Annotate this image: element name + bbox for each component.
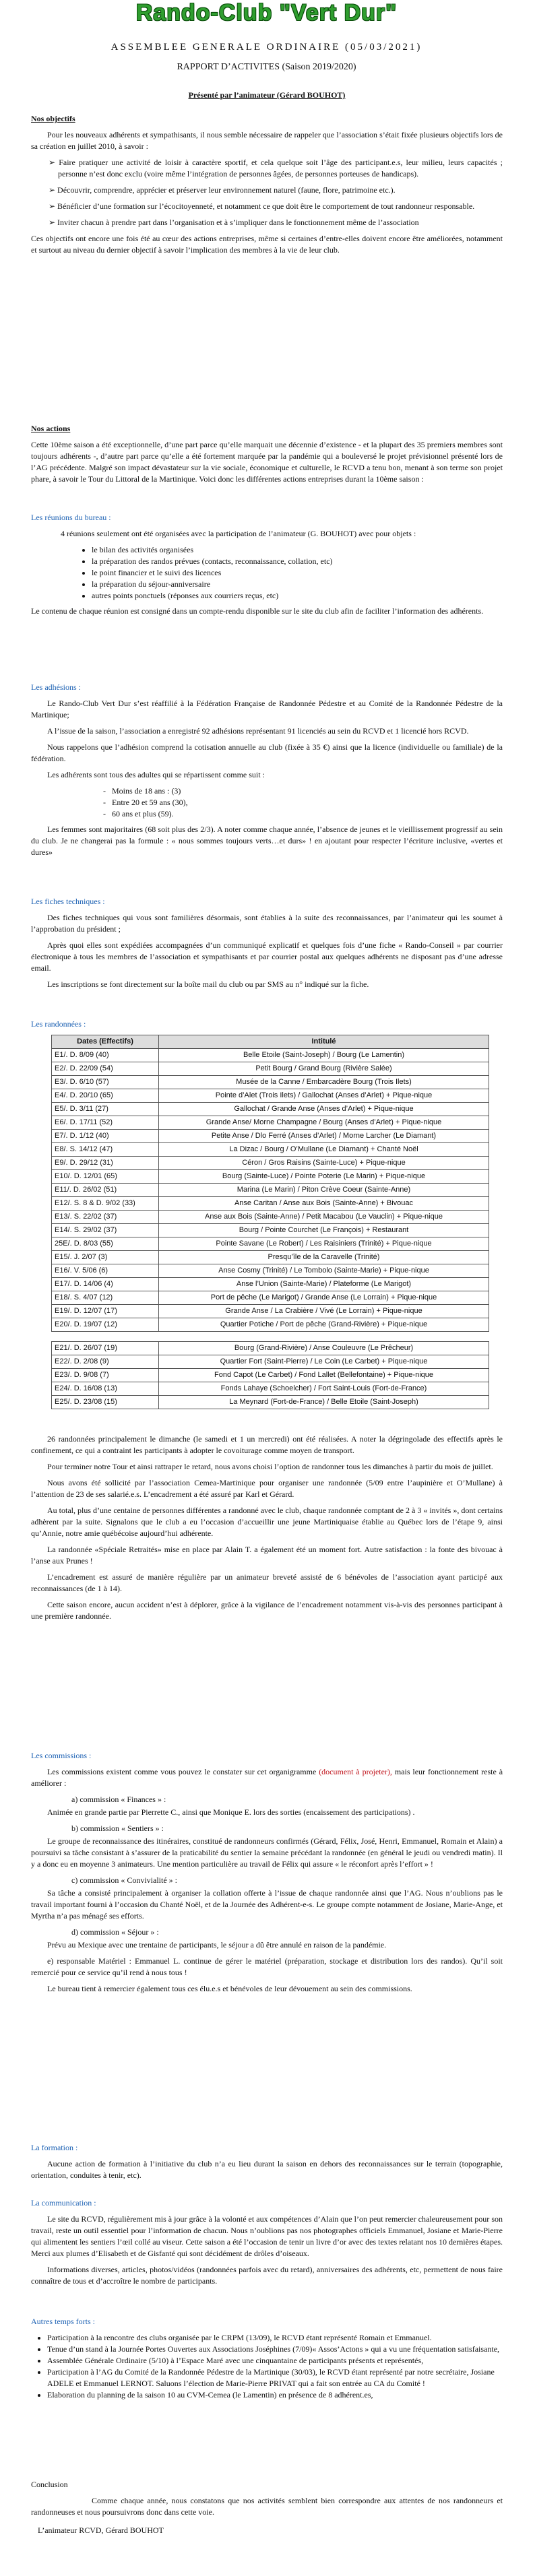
list-item: - Moins de 18 ans : (3) [112,785,503,797]
list-item: • le bilan des activités organisées [92,544,503,556]
table-row [52,1197,489,1211]
hike-title-cell: Petite Anse / Dlo Ferré (Anses d’Arlet) / Morne Larcher (Le Diamant) [159,1130,489,1143]
finance-title: a) commission « Finances » : [71,1795,166,1804]
conclusion-section [31,2479,503,2541]
conclusion-text: Comme chaque année, nous constatons que nos activités semblent bien correspondre aux attentes de nos randonneurs et randonneuses et nous poursuivrons donc dans cette voie. [31,2496,503,2517]
hike-date-cell: E24/. D. 16/08 (13) [52,1382,159,1396]
trip-title: d) commission « Séjour » : [71,1927,159,1937]
hike-title-cell: Port de pêche (Le Marigot) / Grande Anse (Le Lorrain) + Pique-nique [159,1291,489,1305]
hike-title-cell: Grande Anse/ Morne Champagne / Bourg (Anses d’Arlet) + Pique-nique [159,1116,489,1130]
table-row [52,1369,489,1382]
list-item: • Participation à l’AG du Comité de la Randonnée Pédestre de la Martinique (30/03), le RCVD étant représenté par notre secrétaire, Josiane ADELE et Emmanuel LERNOT. Saluons l’élection de Marie-Pierre PRIVAT qui a fait son entrée au CA du Comité ! [47,2366,503,2389]
hike-title-cell: Musée de la Canne / Embarcadère Bourg (Trois Ilets) [159,1076,489,1089]
other-list [31,2332,503,2401]
hike-title-cell: Anse l’Union (Sainte-Marie) / Plateforme (Le Marigot) [159,1278,489,1291]
table-row [52,1396,489,1409]
table-header-row [52,1035,489,1049]
table-row [52,1251,489,1264]
conclusion-heading: Conclusion [31,2480,68,2489]
hike-date-cell: E10/. D. 12/01 (65) [52,1170,159,1184]
meetings-outro: Le contenu de chaque réunion est consigné dans un compte-rendu disponible sur le site du club afin de faciliter l’information des adhérents. [31,606,484,616]
meetings-intro: 4 réunions seulement ont été organisées avec la participation de l’animateur (G. BOUHOT) avec pour objets : [61,529,416,538]
table-row [52,1089,489,1103]
list-item: • autres points ponctuels (réponses aux courriers reçus, etc) [92,590,503,602]
hikes-p1: 26 randonnées principalement le dimanche (le samedi et 1 un mercredi) ont été réalisées. A noter la dégringolade des effectifs après le confinement, ce qui a contraint les participants à adopter le covoiturage comme moyen de transport. [31,1434,503,1455]
table-row [52,1278,489,1291]
list-item: • la préparation du séjour-anniversaire [92,579,503,590]
hike-title-cell: Quartier Fort (Saint-Pierre) / Le Coin (Le Carbet) + Pique-nique [159,1355,489,1369]
list-item: - 60 ans et plus (59). [112,808,503,820]
commissions-outro: Le bureau tient à remercier également tous ces élu.e.s et bénévoles de leur dévouement au sein des commissions. [47,1984,412,1993]
hike-date-cell: E6/. D. 17/11 (52) [52,1116,159,1130]
objective-item: ➢ Bénéficier d’une formation sur l’écocitoyenneté, et notamment ce que doit être le comportement de tout randonneur responsable. [49,201,475,211]
commissions-section [31,1750,503,1999]
members-p5: Les femmes sont majoritaires (68 soit plus des 2/3). A noter comme chaque année, l’absence de jeunes et le vieillissement progressif au sein du club. Je ne changerai pas la formule : « nous sommes toujours verts…et durs» ! en ajoutant pour respecter l’écriture inclusive, «vertes et dures» [31,825,503,857]
hike-title-cell: Belle Etoile (Saint-Joseph) / Bourg (Le Lamentin) [159,1049,489,1062]
hike-date-cell: E18/. S. 4/07 (12) [52,1291,159,1305]
hike-title-cell: Bourg (Sainte-Luce) / Pointe Poterie (Le Marin) + Pique-nique [159,1170,489,1184]
age-list [31,785,503,820]
members-p1: Le Rando-Club Vert Dur s’est réaffilié à la Fédération Française de Randonnée Pédestre et au Comité de la Randonnée Pédestre de la Martinique; [31,699,503,719]
table-row [52,1049,489,1062]
sheets-p1: Des fiches techniques qui vous sont familières désormais, sont établies à la suite des reconnaissances, par l’animateur qui les soumet à l’approbation du président ; [31,913,503,934]
hike-date-cell: E15/. J. 2/07 (3) [52,1251,159,1264]
actions-text: Cette 10ème saison a été exceptionnelle, d’une part parce qu’elle marquait une décennie d’existence - et la plupart des 35 premiers membres sont toujours adhérents -, d’autre part parce qu’elle a été fortement marquée par la pandémie qui a bouleversé le projet prévisionnel présenté lors de l’AG précédente. Malgré son impact dévastateur sur la vie sociale, économique et culturelle, le RCVD a tenu bon, menant à son terme son projet phare, à savoir le Tour du Littoral de la Martinique. Voici donc les différentes actions entreprises durant la 10ème saison : [31,440,503,484]
table-row [52,1103,489,1116]
other-section [31,2316,503,2405]
actions-heading: Nos actions [31,424,71,433]
conviviality-text: Sa tâche a consisté principalement à organiser la collation offerte à l’issue de chaque randonnée ainsi que l’AG. Nous n’oublions pas le travail important fourni à l’occasion du Chanté Noël, et de la Journée des Adhérent-e-s. Le groupe compte notamment de Josiane, Marie-Ange, et Myrtha n’a pas ménagé ses efforts. [31,1888,503,1921]
table-row [52,1143,489,1157]
hike-date-cell: E12/. S. 8 & D. 9/02 (33) [52,1197,159,1211]
objectives-heading: Nos objectifs [31,114,75,123]
hike-date-cell: E20/. D. 19/07 (12) [52,1318,159,1332]
hike-title-cell: Marina (Le Marin) / Piton Crève Coeur (Sainte-Anne) [159,1184,489,1197]
list-item: • Elaboration du planning de la saison 10 au CVM-Cemea (le Lamentin) en présence de 8 adhérent.es, [47,2389,503,2401]
hike-date-cell: E4/. D. 20/10 (65) [52,1089,159,1103]
members-heading: Les adhésions : [31,682,81,692]
hike-title-cell: Bourg / Pointe Courchet (Le François) + Restaurant [159,1224,489,1237]
hike-date-cell: E16/. V. 5/06 (6) [52,1264,159,1278]
hike-date-cell: E23/. D. 9/08 (7) [52,1369,159,1382]
hike-title-cell: La Dizac / Bourg / O’Mullane (Le Diamant) + Chanté Noël [159,1143,489,1157]
table-row [52,1318,489,1332]
members-section [31,682,503,863]
trip-text: Prévu au Mexique avec une trentaine de participants, le séjour a dû être annulé en raison de la pandémie. [47,1940,387,1950]
objective-item: ➢ Inviter chacun à prendre part dans l’organisation et à s’impliquer dans le fonctionnement même de l’association [49,218,419,227]
hike-date-cell: E3/. D. 6/10 (57) [52,1076,159,1089]
hike-title-cell: Pointe d’Alet (Trois Ilets) / Gallochat (Anses d’Arlet) + Pique-nique [159,1089,489,1103]
hikes-commentary [31,1434,503,1627]
training-section [31,2142,503,2186]
hikes-rows-continued [52,1342,489,1409]
finance-text: Animée en grande partie par Pierrette C., ainsi que Monique E. lors des sorties (encaissement des participations) . [47,1807,415,1817]
hike-date-cell: E8/. S. 14/12 (47) [52,1143,159,1157]
hike-title-cell: Anse Cosmy (Trinité) / Le Tombolo (Sainte-Marie) + Pique-nique [159,1264,489,1278]
table-row [52,1130,489,1143]
hike-date-cell: E21/. D. 26/07 (19) [52,1342,159,1355]
hikes-p5: La randonnée «Spéciale Retraités» mise en place par Alain T. a également été un moment fort. Autre satisfaction : la fonte des bivouac à l’anse aux Prunes ! [31,1545,503,1566]
meetings-list [31,544,503,602]
hike-title-cell: Fond Capot (Le Carbet) / Fond Lallet (Bellefontaine) + Pique-nique [159,1369,489,1382]
equipment-text: e) responsable Matériel : Emmanuel L. continue de gérer le matériel (préparation, stockage et distribution lors des randos). Qu’il soit remercié pour ce service qu’il rend à nous tous ! [31,1956,503,1977]
table-row [52,1305,489,1318]
objectives-section [31,90,503,261]
training-heading: La formation : [31,2143,78,2152]
communication-heading: La communication : [31,2198,96,2208]
assembly-heading: ASSEMBLEE GENERALE ORDINAIRE (05/03/2021) [111,42,422,53]
commissions-intro [31,1766,503,1789]
hike-date-cell: E5/. D. 3/11 (27) [52,1103,159,1116]
hikes-p4: Au total, plus d’une centaine de personnes différentes a randonné avec le club, chaque randonnée comptant de 2 à 3 « invités », dont certains adhèrent par la suite. Signalons que le club a eu l’occasion d’accueillir une jeune Martiniquaise établie au Québec lors de l’étape 9, ainsi qu’Annie, notre amie québécoise aujourd’hui adhérente. [31,1506,503,1538]
hike-title-cell: Fonds Lahaye (Schoelcher) / Fort Saint-Louis (Fort-de-France) [159,1382,489,1396]
sheets-p3: Les inscriptions se font directement sur la boîte mail du club ou par SMS au n° indiqué sur la fiche. [47,979,369,989]
hikes-p7: Cette saison encore, aucun accident n’est à déplorer, grâce à la vigilance de l’encadrement notamment vis-à-vis des personnes participant à une première randonnée. [31,1600,503,1621]
list-item: • Assemblée Générale Ordinaire (5/10) à l’Espace Maré avec une cinquantaine de participants présents et représentés, [47,2355,503,2366]
meetings-section [31,512,503,622]
hike-date-cell: E14/. S. 29/02 (37) [52,1224,159,1237]
commissions-heading: Les commissions : [31,1751,92,1760]
hike-title-cell: Céron / Gros Raisins (Sainte-Luce) + Pique-nique [159,1157,489,1170]
sheets-p2: Après quoi elles sont expédiées accompagnées d’un communiqué explicatif et quelques fois d’une fiche « Rando-Conseil » par courrier électronique à tous les membres de l’association et sympathisants et par courrier postal aux quelques adhérents ne disposant pas d’une adresse email. [31,940,503,973]
table-row [52,1184,489,1197]
table-row [52,1355,489,1369]
hike-date-cell: E9/. D. 29/12 (31) [52,1157,159,1170]
presenter-line: Présenté par l’animateur (Gérard BOUHOT) [188,90,346,100]
hike-date-cell: 25E/. D. 8/03 (55) [52,1237,159,1251]
sheets-section [31,896,503,995]
hike-title-cell: Bourg (Grand-Rivière) / Anse Couleuvre (Le Prêcheur) [159,1342,489,1355]
hikes-heading: Les randonnées : [31,1019,86,1029]
objective-item: ➢ Découvrir, comprendre, apprécier et préserver leur environnement naturel (faune, flore, patrimoine etc.). [49,185,396,195]
communication-section [31,2197,503,2292]
hike-title-cell: Anse aux Bois (Sainte-Anne) / Petit Macabou (Le Vauclin) + Pique-nique [159,1211,489,1224]
col-dates-header: Dates (Effectifs) [52,1035,159,1049]
hike-title-cell: Presqu’île de la Caravelle (Trinité) [159,1251,489,1264]
hikes-section [31,1019,503,1409]
list-item: • Tenue d’un stand à la Journée Portes Ouvertes aux Associations Joséphines (7/09)« Assos’Actons » qui a vu une fréquentation satisfaisante, [47,2344,503,2355]
table-row [52,1237,489,1251]
hike-date-cell: E25/. D. 23/08 (15) [52,1396,159,1409]
objective-item: ➢ Faire pratiquer une activité de loisir à caractère sportif, et cela quelque soit l’âge des participant.e.s, leur milieu, leurs capacités ; personne n’est donc exclu (voire même l’intégration de personnes âgées, de personnes porteuses de handicaps). [49,158,503,179]
members-p2: A l’issue de la saison, l’association a enregistré 92 adhésions représentant 91 licenciés au sein du RCVD et 1 licencié hors RCVD. [47,726,469,736]
conviviality-title: c) commission « Convivialité » : [71,1875,177,1885]
hike-title-cell: Anse Caritan / Anse aux Bois (Sainte-Anne) + Bivouac [159,1197,489,1211]
hike-date-cell: E7/. D. 1/12 (40) [52,1130,159,1143]
hike-date-cell: E11/. D. 26/02 (51) [52,1184,159,1197]
hike-date-cell: E13/. S. 22/02 (37) [52,1211,159,1224]
hike-title-cell: Petit Bourg / Grand Bourg (Rivière Salée) [159,1062,489,1076]
list-item: • le point financier et le suivi des licences [92,567,503,579]
hike-title-cell: Grande Anse / La Crabière / Vivé (Le Lorrain) + Pique-nique [159,1305,489,1318]
list-item: • Participation à la rencontre des clubs organisée par le CRPM (13/09), le RCVD étant représenté Romain et Emmanuel. [47,2332,503,2344]
objectives-intro: Pour les nouveaux adhérents et sympathisants, il nous semble nécessaire de rappeler que l’association s’était fixée plusieurs objectifs lors de sa création en juillet 2010, à savoir : [31,130,503,151]
hikes-table [51,1035,489,1332]
hike-date-cell: E19/. D. 12/07 (17) [52,1305,159,1318]
table-row [52,1264,489,1278]
hike-title-cell: Pointe Savane (Le Robert) / Les Raisiniers (Trinité) + Pique-nique [159,1237,489,1251]
document-note: (document à projeter), [319,1767,392,1776]
hike-title-cell: Quartier Potiche / Port de pêche (Grand-Rivière) + Pique-nique [159,1318,489,1332]
communication-p2: Informations diverses, articles, photos/vidéos (randonnées parfois avec du retard), anniversaires des adhérents, etc, permettent de nous faire connaître de tous et d’accroître le nombre de participants. [31,2265,503,2286]
sheets-heading: Les fiches techniques : [31,897,105,906]
table-row [52,1382,489,1396]
table-row [52,1062,489,1076]
trails-text: Le groupe de reconnaissance des itinéraires, constitué de randonneurs confirmés (Gérard, Félix, José, Henri, Emmanuel, Romain et Alain) a poursuivi sa tâche consistant à s’assurer de la praticabilité du sentier la semaine précédant la randonnée (en général le jeudi ou vendredi matin). Il y a donc eu en moyenne 3 animateurs. Une mention particulière au travail de Félix qui assure « le réconfort après l’effort » ! [31,1836,503,1869]
communication-p1: Le site du RCVD, régulièrement mis à jour grâce à la volonté et aux compétences d’Alain que l’on peut remercier chaleureusement pour son travail, reste un outil essentiel pour l’information de chacun. Nous n’oublions pas nos photographes officiels Emmanuel, Josiane et Marie-Pierre qui alimentent les sentiers l’œil collé au viseur. Cette saison a été l’occasion de tenir un livre d’or avec des textes relatant nos 10 dernières étapes. Merci aux plumes d’Elisabeth et de Gisfanté qui sont décidément de drôles d’oiseaux. [31,2214,503,2258]
table-row [52,1157,489,1170]
table-row [52,1211,489,1224]
hike-date-cell: E2/. D. 22/09 (54) [52,1062,159,1076]
table-row [52,1342,489,1355]
hike-title-cell: Gallochat / Grande Anse (Anses d’Arlet) + Pique-nique [159,1103,489,1116]
hikes-rows-main [52,1049,489,1332]
list-item: • la préparation des randos prévues (contacts, reconnaissance, collation, etc) [92,556,503,567]
list-item: - Entre 20 et 59 ans (30), [112,797,503,808]
hikes-p6: L’encadrement est assuré de manière régulière par un animateur breveté assisté de 6 bénévoles de l’association ayant participé aux reconnaissances (de 1 à 14). [31,1572,503,1593]
table-row [52,1170,489,1184]
hike-title-cell: La Meynard (Fort-de-France) / Belle Etoile (Saint-Joseph) [159,1396,489,1409]
table-row [52,1116,489,1130]
hikes-table-continued [51,1341,489,1409]
other-heading: Autres temps forts : [31,2317,95,2326]
members-p4: Les adhérents sont tous des adultes qui se répartissent comme suit : [47,770,265,779]
table-row [52,1224,489,1237]
table-row [52,1076,489,1089]
commissions-intro-a: Les commissions existent comme vous pouvez le constater sur cet organigramme [47,1767,317,1776]
members-p3: Nous rappelons que l’adhésion comprend la cotisation annuelle au club (fixée à 35 €) ainsi que la licence (individuelle ou familiale) de la fédération. [31,742,503,763]
hike-date-cell: E22/. D. 2/08 (9) [52,1355,159,1369]
signature: L’animateur RCVD, Gérard BOUHOT [38,2525,164,2535]
table-row [52,1291,489,1305]
actions-section [31,423,503,490]
objectives-outro: Ces objectifs ont encore une fois été au cœur des actions entreprises, même si certaines d’entre-elles doivent encore être améliorées, notamment et surtout au niveau du dernier objectif à savoir l’implication des membres à la vie de leur club. [31,234,503,255]
club-title: Rando-Club "Vert Dur" [135,0,398,26]
hike-date-cell: E1/. D. 8/09 (40) [52,1049,159,1062]
report-subtitle: RAPPORT D’ACTIVITES (Saison 2019/2020) [177,62,356,72]
meetings-heading: Les réunions du bureau : [31,513,111,522]
commissions-intro-b: mais leur fonctionnement reste à améliorer : [31,1767,503,1788]
col-title-header: Intitulé [159,1035,489,1049]
hikes-p3: Nous avons été sollicité par l’association Cemea-Martinique pour organiser une randonnée (5/09 entre l’aupinière et O’Mullane) à l’attention de 23 de ses salarié.e.s. L’encadrement a été assuré par Karl et Gérard. [31,1478,503,1499]
hike-date-cell: E17/. D. 14/06 (4) [52,1278,159,1291]
trails-title: b) commission « Sentiers » : [71,1824,164,1833]
hikes-p2: Pour terminer notre Tour et ainsi rattraper le retard, nous avons choisi l’option de randonner tous les dimanches à partir du mois de juillet. [47,1462,493,1471]
training-text: Aucune action de formation à l’initiative du club n’a eu lieu durant la saison en dehors des reconnaissances sur le terrain (topographie, orientation, conduites à tenir, etc). [31,2159,503,2180]
